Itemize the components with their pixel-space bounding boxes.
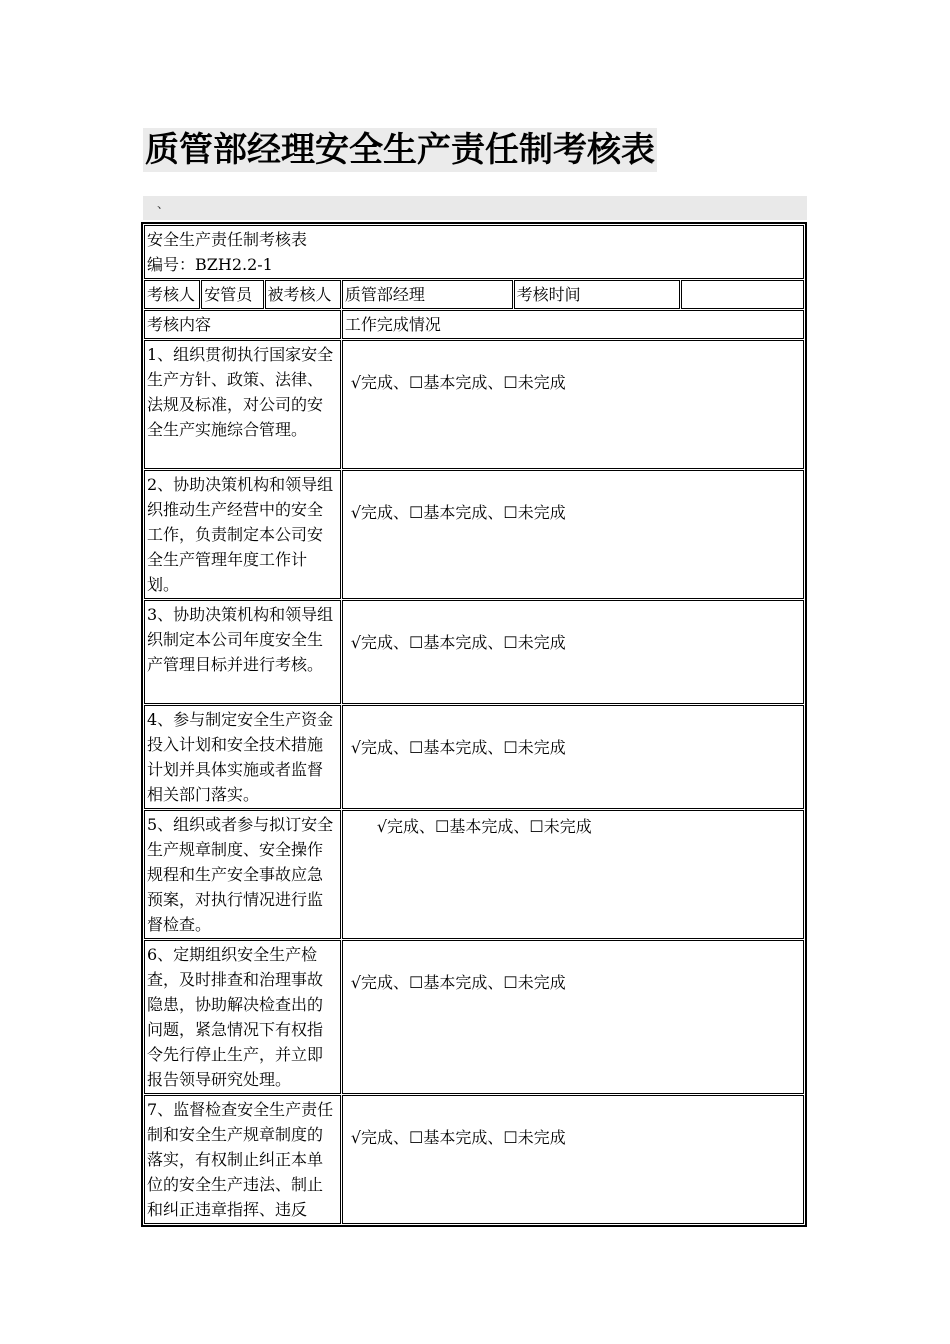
assessor-value: 安管员 <box>201 280 263 309</box>
completion-status: √完成、☐基本完成、☐未完成 <box>342 470 804 599</box>
assessee-value: 质管部经理 <box>342 280 513 309</box>
completion-status: √完成、☐基本完成、☐未完成 <box>342 1095 804 1224</box>
assessment-content: 3、协助决策机构和领导组织制定本公司年度安全生产管理目标并进行考核。 <box>144 600 341 704</box>
assessment-content: 1、组织贯彻执行国家安全生产方针、政策、法律、法规及标准，对公司的安全生产实施综合管理。 <box>144 340 341 469</box>
completion-status: √完成、☐基本完成、☐未完成 <box>342 940 804 1094</box>
table-row <box>144 600 804 704</box>
grey-band <box>143 196 807 220</box>
assessor-label: 考核人 <box>144 280 200 309</box>
table-header-title: 安全生产责任制考核表 <box>147 230 308 249</box>
time-label: 考核时间 <box>514 280 681 309</box>
table-header-row <box>144 225 804 279</box>
time-value <box>681 280 804 309</box>
table-row <box>144 705 804 809</box>
assessment-content: 5、组织或者参与拟订安全生产规章制度、安全操作规程和生产安全事故应急预案，对执行情况进行监督检查。 <box>144 810 341 939</box>
table-row <box>144 340 804 469</box>
completion-status: √完成、☐基本完成、☐未完成 <box>342 705 804 809</box>
table-row <box>144 940 804 1094</box>
table-row <box>144 470 804 599</box>
table-header-code: 编号：BZH2.2-1 <box>147 255 273 274</box>
column-header-status: 工作完成情况 <box>342 310 804 339</box>
column-header-row <box>144 310 804 339</box>
table-row <box>144 810 804 939</box>
assessment-content: 4、参与制定安全生产资金投入计划和安全技术措施计划并具体实施或者监督相关部门落实。 <box>144 705 341 809</box>
assessment-content: 7、监督检查安全生产责任制和安全生产规章制度的落实，有权制止纠正本单位的安全生产违法、制止和纠正违章指挥、违反 <box>144 1095 341 1224</box>
column-header-content: 考核内容 <box>144 310 341 339</box>
band-mark: 、 <box>157 197 170 211</box>
assessee-label: 被考核人 <box>265 280 341 309</box>
completion-status: √完成、☐基本完成、☐未完成 <box>342 340 804 469</box>
completion-status: √完成、☐基本完成、☐未完成 <box>342 810 804 939</box>
table-row <box>144 1095 804 1224</box>
document-title: 质管部经理安全生产责任制考核表 <box>145 130 655 170</box>
assessment-content: 2、协助决策机构和领导组织推动生产经营中的安全工作，负责制定本公司安全生产管理年度工作计划。 <box>144 470 341 599</box>
assessment-content: 6、定期组织安全生产检查，及时排查和治理事故隐患，协助解决检查出的问题，紧急情况下有权指令先行停止生产，并立即报告领导研究处理。 <box>144 940 341 1094</box>
assessment-table <box>141 222 807 1227</box>
info-row <box>144 280 804 309</box>
completion-status: √完成、☐基本完成、☐未完成 <box>342 600 804 704</box>
table-header-cell <box>144 225 804 279</box>
